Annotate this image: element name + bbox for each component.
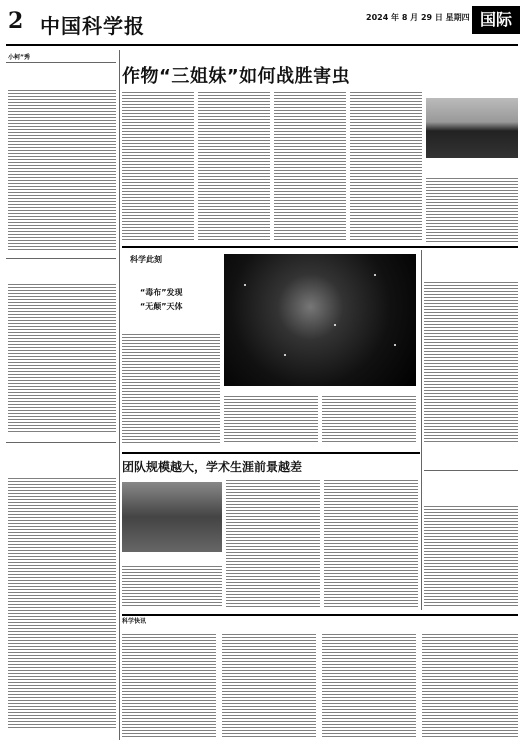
second-headline: 团队规模越大，学术生涯前景越差 bbox=[122, 460, 303, 474]
article-text bbox=[222, 634, 316, 738]
paper-name: 中国科学报 bbox=[40, 14, 145, 38]
article-text bbox=[122, 566, 222, 608]
bottom-section-label: 科学快讯 bbox=[122, 614, 518, 622]
nebula-photo bbox=[224, 254, 416, 386]
page-number: 2 bbox=[8, 8, 24, 34]
science-headline-1: “毒布”发现 bbox=[140, 288, 183, 297]
section-label: 国际 bbox=[472, 6, 520, 34]
article-text bbox=[422, 634, 518, 738]
article-text bbox=[8, 90, 116, 250]
masthead-rule bbox=[6, 44, 518, 46]
main-headline: 作物“三姐妹”如何战胜害虫 bbox=[122, 66, 351, 87]
article-text bbox=[426, 178, 518, 242]
star-mark bbox=[394, 344, 396, 346]
left-column-heading: 小柯”秀 bbox=[8, 54, 30, 61]
article-text bbox=[8, 284, 116, 434]
field-photo bbox=[426, 98, 518, 158]
divider bbox=[6, 258, 116, 259]
section-divider bbox=[122, 452, 420, 454]
star-mark bbox=[374, 274, 376, 276]
article-text bbox=[226, 480, 320, 608]
column-rule bbox=[119, 50, 120, 740]
article-text bbox=[322, 634, 416, 738]
science-headline-2: “无颠”天体 bbox=[140, 302, 183, 311]
divider bbox=[6, 442, 116, 443]
meeting-photo bbox=[122, 482, 222, 552]
article-text bbox=[424, 282, 518, 442]
article-text bbox=[322, 396, 416, 444]
article-text bbox=[224, 396, 318, 444]
masthead bbox=[6, 4, 518, 44]
star-mark bbox=[334, 324, 336, 326]
article-text bbox=[324, 480, 418, 608]
section-divider bbox=[122, 246, 518, 248]
article-text bbox=[8, 478, 116, 728]
article-text bbox=[350, 92, 422, 242]
article-text bbox=[274, 92, 346, 242]
article-text bbox=[122, 334, 220, 444]
article-text bbox=[122, 92, 194, 242]
star-mark bbox=[284, 354, 286, 356]
article-text bbox=[198, 92, 270, 242]
divider bbox=[424, 470, 518, 471]
science-column-label: 科学此刻 bbox=[130, 255, 162, 264]
article-text bbox=[122, 634, 216, 738]
issue-date: 2024 年 8 月 29 日 星期四 bbox=[366, 13, 470, 22]
column-rule bbox=[421, 250, 422, 610]
star-mark bbox=[244, 284, 246, 286]
article-text bbox=[424, 506, 518, 606]
divider bbox=[6, 62, 116, 63]
